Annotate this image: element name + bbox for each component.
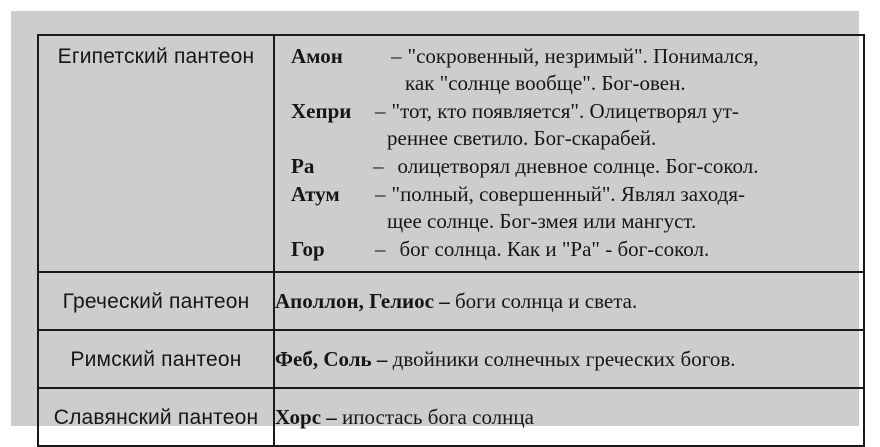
god-name: Гор: [291, 237, 325, 261]
gods-cell: [274, 388, 864, 446]
god-entry-khepri: [291, 98, 857, 152]
gods-cell: [274, 272, 864, 330]
document-sheet: [11, 11, 859, 429]
gods-cell: [274, 35, 864, 272]
pantheon-name: Египетский пантеон: [57, 45, 255, 68]
dash: –: [391, 44, 402, 68]
dash: –: [373, 154, 384, 178]
god-entry-gor: [291, 236, 857, 263]
god-entry-ra: [291, 153, 857, 180]
god-names: Аполлон, Гелиос: [275, 288, 434, 313]
dash: –: [375, 237, 386, 261]
pantheon-name-cell: [38, 330, 274, 388]
god-description-line1: бог солнца. Как и "Ра" - бог-сокол.: [399, 237, 710, 261]
god-name: Хепри: [291, 99, 352, 123]
pantheon-name: Римский пантеон: [70, 347, 242, 371]
dash: –: [375, 182, 386, 206]
god-name: Амон: [291, 44, 343, 68]
god-name: Атум: [291, 182, 340, 206]
god-description-line1: олицетворял дневное солнце. Бог-сокол.: [397, 154, 759, 178]
god-name: Ра: [291, 154, 315, 178]
dash: –: [375, 99, 386, 123]
god-entry-amon: [291, 43, 857, 97]
table-row: [38, 330, 864, 388]
table-row: [38, 388, 864, 446]
pantheon-name-cell: [38, 35, 274, 272]
god-description-line2: реннее светило. Бог-скарабей.: [387, 126, 657, 150]
egyptian-gods-list: [275, 39, 863, 268]
table-row: [38, 35, 864, 272]
god-entry-atum: [291, 181, 857, 235]
pantheon-name: Славянский пантеон: [53, 405, 259, 429]
pantheon-name-cell: [38, 388, 274, 446]
god-description-line1: "тот, кто появляется". Олицетворял ут-: [391, 99, 739, 123]
god-description-line1: "полный, совершенный". Являл заходя-: [391, 182, 745, 206]
god-names: Хорс: [275, 404, 322, 429]
dash: –: [439, 288, 450, 313]
god-description-line2: как "солнце вообще". Бог-овен.: [405, 71, 686, 95]
table-row: [38, 272, 864, 330]
dash: –: [376, 346, 388, 371]
gods-description: двойники солнечных греческих богов.: [392, 346, 736, 371]
gods-description: боги солнца и света.: [454, 288, 638, 313]
gods-description: ипостась бога солнца: [342, 404, 534, 429]
dash: –: [326, 404, 337, 429]
god-description-line2: щее солнце. Бог-змея или мангуст.: [387, 209, 697, 233]
gods-cell: [274, 330, 864, 388]
god-description-line1: "сокровенный, незримый". Понимался,: [407, 44, 759, 68]
sun-gods-table: [37, 34, 865, 447]
pantheon-name-cell: [38, 272, 274, 330]
pantheon-name: Греческий пантеон: [62, 289, 250, 313]
god-names: Феб, Соль: [275, 346, 372, 371]
